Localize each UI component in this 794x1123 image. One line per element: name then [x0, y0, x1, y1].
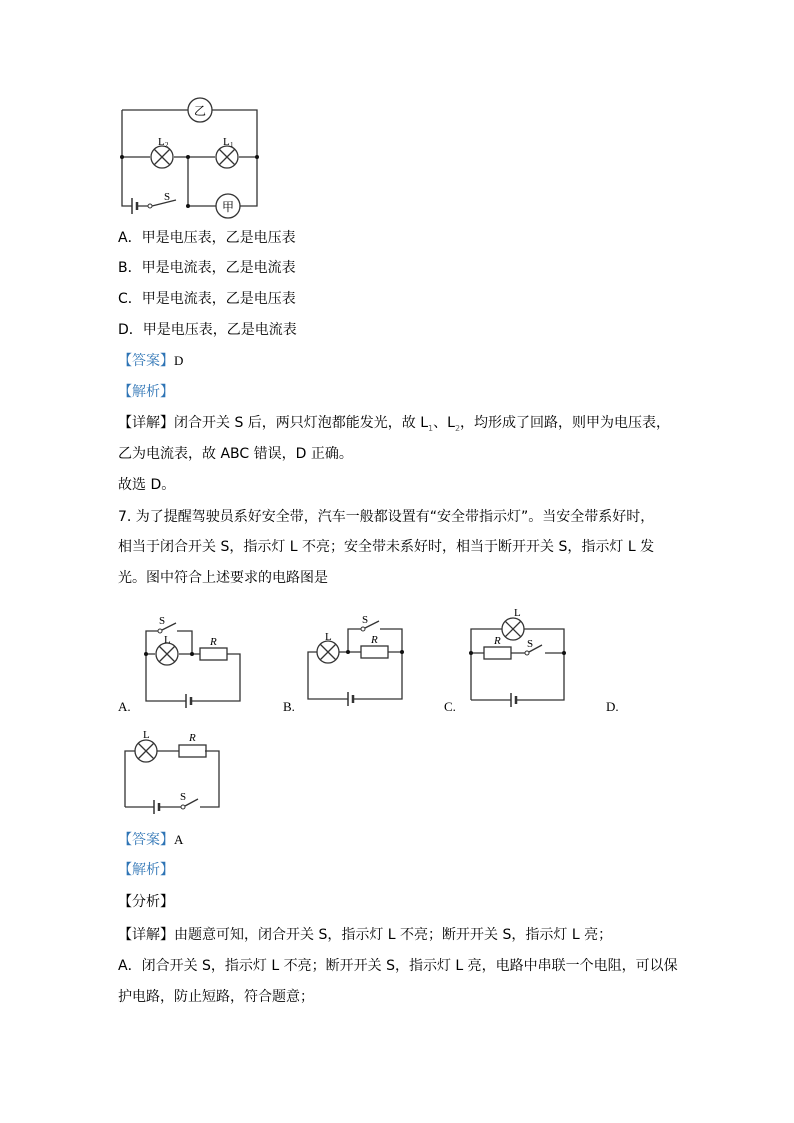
svg-text:R: R — [494, 635, 501, 647]
answer-line — [118, 831, 183, 849]
lamp-l1-icon — [216, 146, 238, 168]
svg-text:S: S — [527, 638, 534, 650]
fenxi-label: 【分析】 — [118, 894, 174, 910]
circuit-option-a[interactable] — [144, 615, 240, 708]
answer-value: A — [174, 832, 184, 847]
resistor-icon — [179, 745, 206, 757]
detail-line-2: 乙为电流表，故 ABC 错误，D 正确。 — [118, 446, 353, 462]
svg-text:L: L — [143, 729, 150, 741]
svg-text:甲: 甲 — [221, 200, 235, 214]
option-d: D．甲是电压表，乙是电流表 — [118, 322, 297, 338]
lamp-icon — [156, 643, 178, 665]
analysis-label: 【解析】 — [118, 384, 174, 400]
option-a: A．甲是电压表，乙是电压表 — [118, 230, 296, 246]
q6-circuit-diagram — [120, 98, 259, 218]
subscript: 1 — [428, 423, 434, 433]
svg-text:R: R — [210, 636, 217, 648]
option-label-b: B. — [283, 699, 295, 714]
svg-text:L: L — [514, 607, 521, 619]
subscript: 2 — [454, 423, 461, 433]
answer-label: 【答案】 — [118, 353, 174, 369]
detail-text: ，均形成了回路，则甲为电压表， — [460, 415, 671, 431]
svg-text:S: S — [159, 615, 166, 627]
detail-line — [118, 926, 612, 944]
lamp-icon — [317, 641, 339, 663]
svg-text:L: L — [164, 634, 171, 646]
answer-label: 【答案】 — [118, 832, 174, 848]
answer-line — [118, 352, 183, 370]
detail-line-1 — [118, 414, 670, 438]
svg-text:R: R — [371, 634, 378, 646]
option-label-d: D. — [606, 699, 619, 714]
resistor-icon — [484, 647, 511, 659]
lamp-icon — [135, 740, 157, 762]
circuit-option-b[interactable] — [308, 614, 404, 706]
svg-text:乙: 乙 — [193, 104, 207, 118]
option-label-a: A. — [118, 699, 131, 714]
option-b: B．甲是电流表，乙是电流表 — [118, 260, 296, 276]
resistor-icon — [200, 648, 227, 660]
detail-text: 闭合开关 S 后，两只灯泡都能发光，故 L — [174, 415, 429, 431]
option-a-explain-2: 护电路，防止短路，符合题意； — [118, 989, 314, 1005]
detail-label: 【详解】 — [118, 415, 174, 431]
q7-stem-1: 7. 为了提醒驾驶员系好安全带，汽车一般都设置有“安全带指示灯”。当安全带系好时， — [118, 509, 655, 525]
lamp-icon — [502, 618, 524, 640]
option-a-explain-1: A．闭合开关 S，指示灯 L 不亮；断开开关 S，指示灯 L 亮，电路中串联一个电阻，可以保 — [118, 958, 678, 974]
answer-value: D — [174, 353, 184, 368]
option-c: C．甲是电流表，乙是电压表 — [118, 291, 296, 307]
circuit-option-d[interactable] — [125, 729, 219, 814]
q7-stem-3: 光。图中符合上述要求的电路图是 — [118, 570, 328, 586]
svg-text:2: 2 — [165, 141, 169, 149]
circuit-option-c[interactable] — [469, 607, 566, 707]
conclusion: 故选 D。 — [118, 477, 176, 493]
svg-text:R: R — [189, 732, 196, 744]
svg-text:L: L — [158, 136, 165, 148]
svg-text:L: L — [223, 136, 230, 148]
detail-label: 【详解】 — [118, 927, 174, 943]
lamp-l2-icon — [151, 146, 173, 168]
option-label-c: C. — [444, 699, 456, 714]
svg-text:S: S — [180, 791, 187, 803]
detail-text: 、L — [433, 415, 455, 431]
svg-text:L: L — [325, 631, 332, 643]
svg-text:S: S — [164, 191, 171, 203]
resistor-icon — [361, 646, 388, 658]
q7-stem-2: 相当于闭合开关 S，指示灯 L 不亮；安全带未系好时，相当于断开开关 S，指示灯 L 发 — [118, 539, 655, 555]
svg-text:1: 1 — [230, 141, 234, 149]
svg-text:S: S — [362, 614, 369, 626]
analysis-label: 【解析】 — [118, 862, 174, 878]
detail-text: 由题意可知，闭合开关 S，指示灯 L 不亮；断开开关 S，指示灯 L 亮； — [174, 927, 613, 943]
